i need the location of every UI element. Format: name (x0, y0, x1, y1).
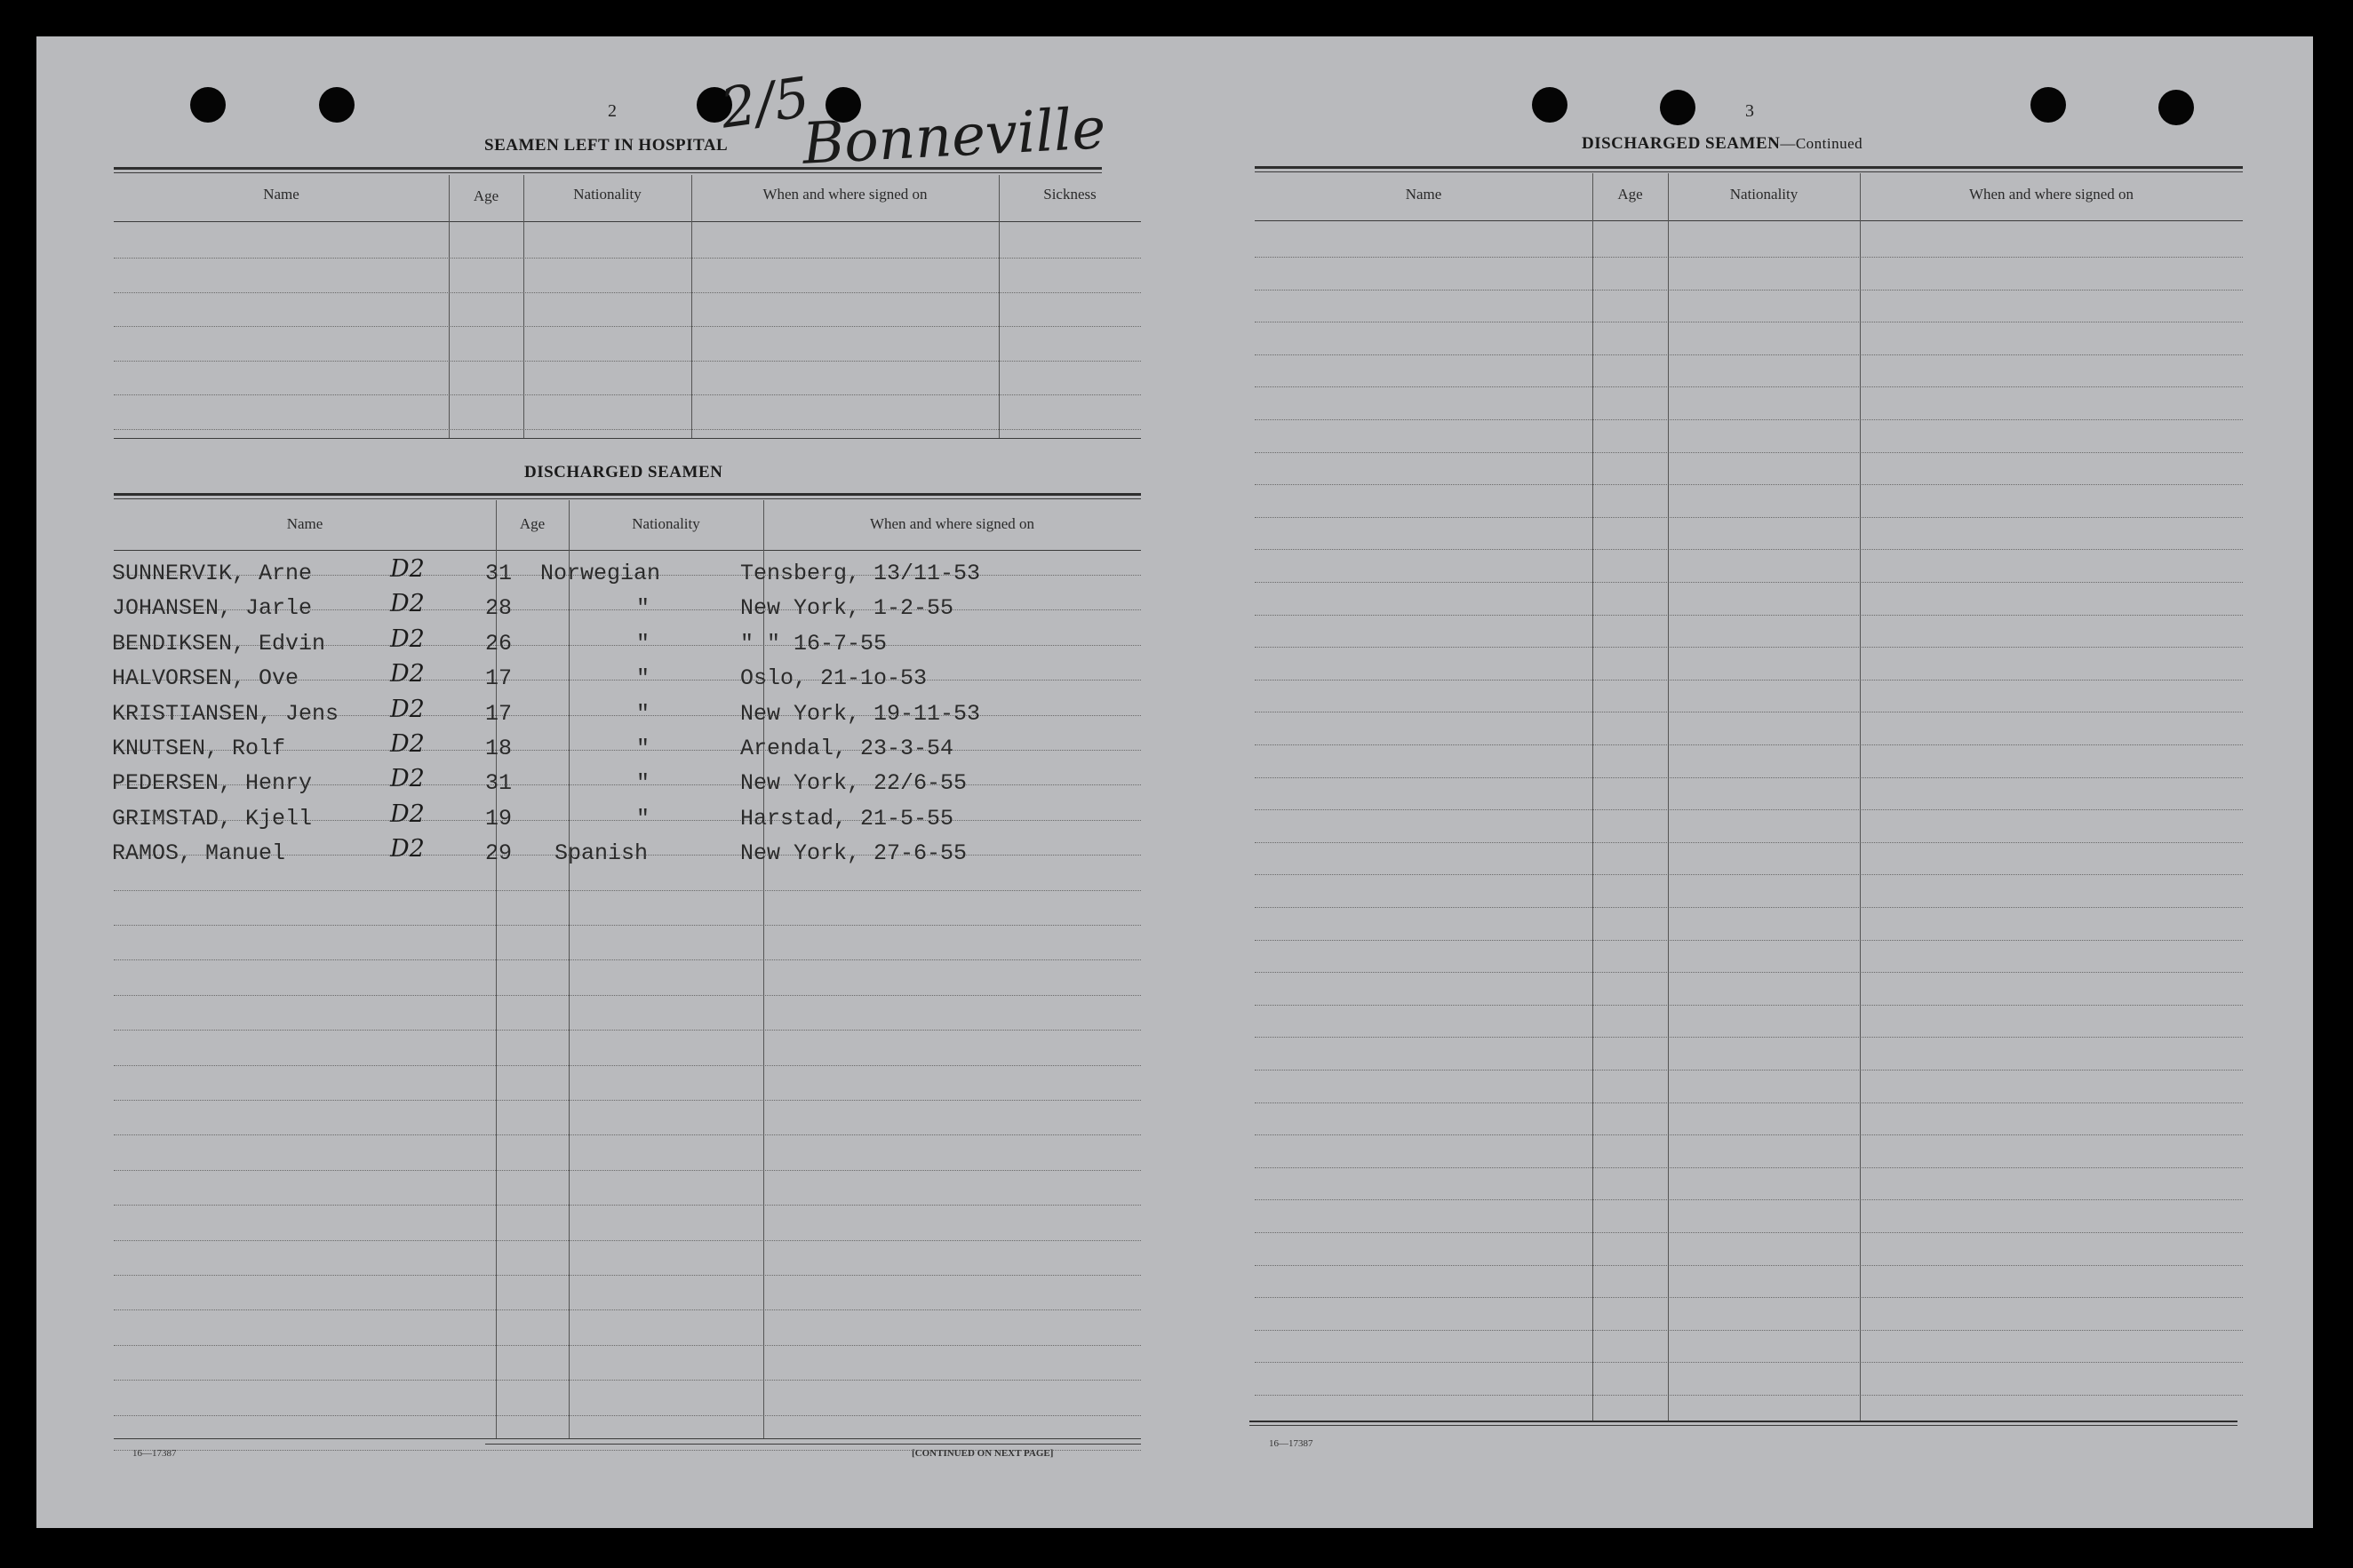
ruled-line (1255, 940, 2243, 941)
ruled-line (114, 1134, 1141, 1135)
column-divider (449, 175, 450, 438)
seaman-name: SUNNERVIK, Arne (112, 561, 313, 586)
continued-note: [CONTINUED ON NEXT PAGE] (912, 1448, 1054, 1459)
seaman-name: GRIMSTAD, Kjell (112, 805, 313, 832)
seaman-age: 29 (485, 840, 513, 867)
discharge-mark: D2 (390, 835, 425, 864)
punch-hole (1660, 90, 1695, 125)
ruled-line (1255, 386, 2243, 387)
seaman-nationality: Norwegian (540, 561, 661, 586)
signed-on: New York, 1-2-55 (740, 595, 954, 622)
ruled-line (1255, 907, 2243, 908)
ruled-line (1255, 1167, 2243, 1168)
rule (1255, 171, 2243, 172)
col-header-name: Name (1405, 186, 1442, 203)
signed-on: Arendal, 23-3-54 (740, 736, 954, 761)
ruled-line (114, 1240, 1141, 1241)
punch-hole (319, 87, 355, 123)
column-divider (999, 175, 1000, 438)
punch-hole (2158, 90, 2194, 125)
ruled-line (1255, 1102, 2243, 1103)
ruled-line (1255, 809, 2243, 810)
ruled-line (1255, 744, 2243, 745)
discharge-mark: D2 (390, 660, 425, 688)
column-divider (523, 175, 524, 438)
rule (1249, 1421, 2237, 1422)
ruled-line (114, 258, 1141, 259)
punch-hole (1532, 87, 1567, 123)
signed-on: New York, 22/6-55 (740, 770, 968, 797)
right-title (1582, 134, 1862, 154)
seaman-nationality: " (636, 595, 650, 622)
ruled-line (114, 959, 1141, 960)
rule (114, 493, 1141, 496)
ruled-line (114, 995, 1141, 996)
seaman-nationality: " (636, 770, 650, 797)
signed-on: Tensberg, 13/11-53 (740, 561, 981, 586)
ruled-line (1255, 615, 2243, 616)
form-number-right: 16—17387 (1269, 1438, 1313, 1449)
seaman-age: 31 (485, 561, 513, 586)
ruled-line (1255, 290, 2243, 291)
right-title-main: DISCHARGED SEAMEN (1582, 134, 1781, 153)
ruled-line (114, 1205, 1141, 1206)
ruled-line (114, 1170, 1141, 1171)
seaman-name: RAMOS, Manuel (112, 840, 286, 867)
hospital-title: SEAMEN LEFT IN HOSPITAL (484, 136, 729, 155)
handwritten-annotation: 2/5 (716, 64, 814, 141)
rule (1255, 166, 2243, 169)
ruled-line (114, 326, 1141, 327)
ruled-line (114, 1415, 1141, 1416)
column-divider (1860, 173, 1861, 1421)
ruled-line (114, 1100, 1141, 1101)
seaman-nationality: " (636, 805, 650, 832)
page-number-right: 3 (1745, 101, 1754, 121)
seaman-age: 18 (485, 736, 513, 761)
seaman-nationality: " (636, 630, 650, 657)
rule (114, 550, 1141, 551)
signed-on: Harstad, 21-5-55 (740, 805, 954, 832)
seaman-age: 17 (485, 665, 513, 692)
ruled-line (1255, 1297, 2243, 1298)
ruled-line (1255, 1134, 2243, 1135)
ruled-line (1255, 549, 2243, 550)
col-header-signed-on: When and where signed on (869, 515, 1035, 532)
signed-on: New York, 19-11-53 (740, 700, 981, 727)
ruled-line (114, 292, 1141, 293)
ruled-line (1255, 1070, 2243, 1071)
form-number-left: 16—17387 (132, 1448, 177, 1459)
seaman-age: 26 (485, 630, 513, 657)
ruled-line (114, 1345, 1141, 1346)
discharge-mark: D2 (390, 730, 425, 758)
punch-hole (190, 87, 226, 123)
signed-on: New York, 27-6-55 (740, 840, 968, 867)
discharge-mark: D2 (390, 765, 425, 793)
rule (114, 498, 1141, 499)
seaman-name: BENDIKSEN, Edvin (112, 630, 326, 657)
discharge-mark: D2 (390, 555, 425, 583)
discharge-mark: D2 (390, 625, 425, 653)
col-header-sickness: Sickness (1043, 186, 1097, 203)
discharged-title: DISCHARGED SEAMEN (524, 463, 723, 482)
ruled-line (114, 925, 1141, 926)
page-number-left: 2 (608, 101, 617, 121)
seaman-nationality: " (636, 736, 650, 761)
document-sheet (36, 36, 2313, 1528)
col-header-signed-on: When and where signed on (1968, 186, 2134, 203)
seaman-age: 19 (485, 805, 513, 832)
seaman-age: 28 (485, 595, 513, 622)
ruled-line (114, 1065, 1141, 1066)
ruled-line (1255, 680, 2243, 681)
seaman-nationality: Spanish (554, 840, 649, 867)
ruled-line (114, 1275, 1141, 1276)
ruled-line (1255, 1395, 2243, 1396)
ruled-line (1255, 647, 2243, 648)
col-header-signed-on: When and where signed on (762, 186, 928, 203)
discharge-mark: D2 (390, 800, 425, 828)
ruled-line (1255, 1005, 2243, 1006)
punch-hole (2030, 87, 2066, 123)
ruled-line (1255, 1362, 2243, 1363)
ruled-line (1255, 777, 2243, 778)
ruled-line (114, 429, 1141, 430)
rule (114, 221, 1141, 222)
ruled-line (1255, 1199, 2243, 1200)
seaman-age: 31 (485, 770, 513, 797)
col-header-age: Age (1617, 186, 1643, 203)
ruled-line (1255, 1265, 2243, 1266)
ruled-line (114, 438, 1141, 439)
discharge-mark: D2 (390, 695, 425, 723)
rule (1249, 1425, 2237, 1426)
ruled-line (114, 361, 1141, 362)
ruled-line (1255, 1330, 2243, 1331)
seaman-age: 17 (485, 700, 513, 727)
signed-on: Oslo, 21-1o-53 (740, 665, 928, 692)
rule (114, 167, 1102, 170)
col-header-age: Age (519, 515, 546, 532)
ruled-line (114, 1438, 1141, 1439)
ruled-line (1255, 484, 2243, 485)
discharge-mark: D2 (390, 590, 425, 618)
signed-on: " " 16-7-55 (740, 630, 888, 657)
col-header-name: Name (286, 515, 323, 532)
ruled-line (114, 394, 1141, 395)
col-header-name: Name (263, 186, 299, 203)
ruled-line (1255, 972, 2243, 973)
seaman-name: KRISTIANSEN, Jens (112, 700, 339, 727)
ruled-line (114, 1030, 1141, 1031)
col-header-nationality: Nationality (573, 186, 642, 203)
right-title-suffix: —Continued (1780, 135, 1863, 152)
ruled-line (1255, 452, 2243, 453)
rule (1255, 220, 2243, 221)
column-divider (1668, 173, 1669, 1421)
col-header-nationality: Nationality (632, 515, 700, 532)
ruled-line (1255, 1232, 2243, 1233)
ruled-line (114, 1309, 1141, 1310)
column-divider (569, 500, 570, 1438)
seaman-name: JOHANSEN, Jarle (112, 595, 313, 622)
seaman-nationality: " (636, 665, 650, 692)
column-divider (1592, 173, 1593, 1421)
ship-signature: Bonneville (801, 96, 1108, 178)
ruled-line (1255, 517, 2243, 518)
column-divider (691, 175, 692, 438)
rule (114, 172, 1102, 173)
ruled-line (1255, 257, 2243, 258)
ruled-line (485, 1444, 1141, 1445)
ruled-line (1255, 582, 2243, 583)
ruled-line (114, 1380, 1141, 1381)
ruled-line (1255, 842, 2243, 843)
seaman-name: KNUTSEN, Rolf (112, 736, 286, 761)
seaman-name: HALVORSEN, Ove (112, 665, 299, 692)
seaman-name: PEDERSEN, Henry (112, 770, 313, 797)
ruled-line (1255, 1037, 2243, 1038)
seaman-nationality: " (636, 700, 650, 727)
col-header-age: Age (473, 187, 499, 204)
ruled-line (1255, 419, 2243, 420)
ruled-line (1255, 354, 2243, 355)
ruled-line (114, 890, 1141, 891)
ruled-line (1255, 874, 2243, 875)
col-header-nationality: Nationality (1729, 186, 1799, 203)
